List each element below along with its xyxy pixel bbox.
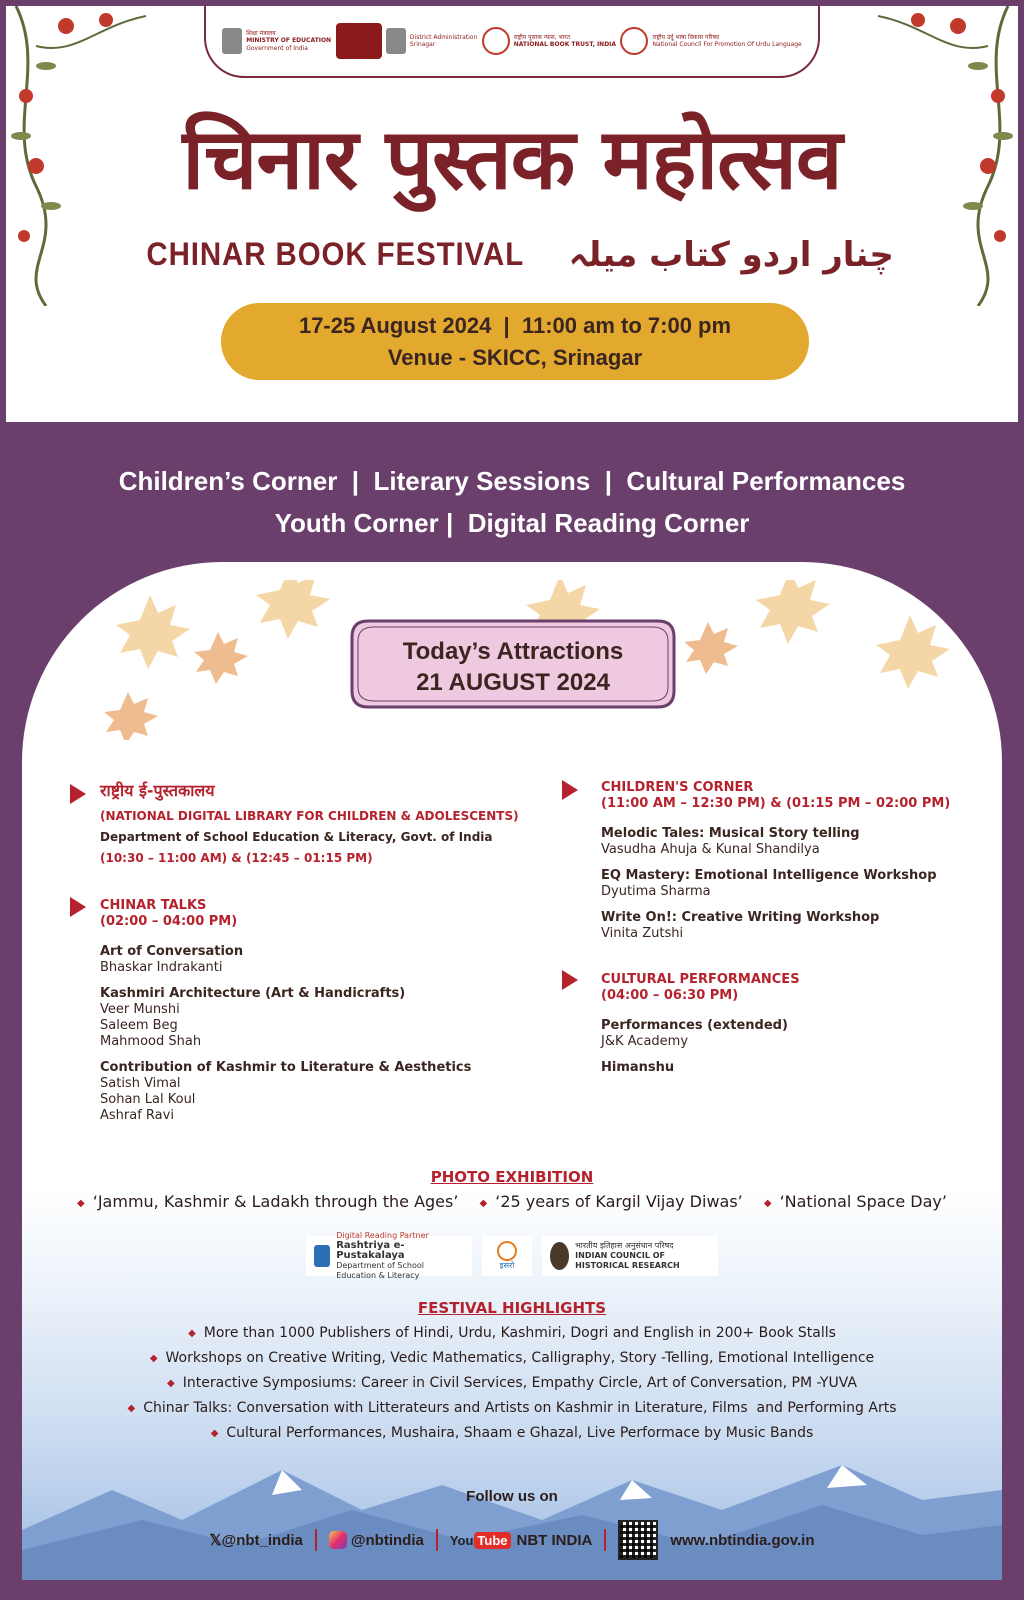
arrow-icon [562,970,578,990]
diamond-bullet-icon: ◆ [763,1198,772,1209]
open-book-icon [336,23,382,59]
date-line: 17-25 August 2024 | 11:00 am to 7:00 pm [298,313,732,338]
youtube-link[interactable]: You Tube NBT INDIA [449,1531,593,1549]
today-attractions [348,636,678,698]
diamond-bullet-icon: ◆ [188,1328,196,1339]
cultural-item: Performances (extended) J&K Academy [601,1018,788,1049]
cultural-item: Himanshu [601,1060,675,1075]
divider [604,1529,606,1551]
talk-item: Contribution of Kashmir to Literature & Aesthetics Satish Vimal Sohan Lal Koul Ashraf Ravi [100,1060,472,1123]
instagram-link[interactable]: @nbtindia [329,1531,424,1549]
talks-title: CHINAR TALKS [100,898,207,913]
arrow-icon [70,897,86,917]
district-administration-logo: District Administration Srinagar [386,28,477,54]
talk-item: Art of Conversation Bhaskar Indrakanti [100,944,244,975]
english-title: CHINAR BOOK FESTIVAL [146,236,525,272]
today-title: Today’s Attractions [402,638,624,665]
venue-line: Venue - SKICC, Srinagar [387,345,643,370]
list-item: ◆ Chinar Talks: Conversation with Litterateurs and Artists on Kashmir in Literature, Films and Performing Arts [127,1400,897,1416]
arrow-icon [562,780,578,800]
children-item: Melodic Tales: Musical Story telling Vasudha Ahuja & Kunal Shandilya [601,826,860,857]
highlights-title: FESTIVAL HIGHLIGHTS [417,1299,607,1317]
social-links [0,1520,1024,1560]
diamond-bullet-icon: ◆ [77,1198,85,1209]
ndl-section [100,780,540,866]
children-time: (11:00 AM – 12:30 PM) & (01:15 PM – 02:00 PM) [601,796,951,811]
list-item: ◆ Cultural Performances, Mushaira, Shaam e Ghazal, Live Performace by Music Bands [210,1425,814,1441]
photo-exhibition [0,1168,1024,1211]
ndl-title: राष्ट्रीय ई-पुस्तकालय [100,781,215,800]
mountains-icon [22,1450,1002,1580]
urdu-title: چنار اردو کتاب میلہ [568,235,894,275]
hindi-title: चिनार पुस्तक महोत्सव [182,110,842,208]
website-link[interactable]: www.nbtindia.gov.in [670,1531,815,1549]
book-icon [314,1245,330,1267]
photo-title: PHOTO EXHIBITION [430,1168,594,1186]
nbt-tree-icon [482,27,510,55]
corners-list [0,460,1024,544]
instagram-icon [329,1531,347,1549]
corners-line-2: Youth Corner | Digital Reading Corner [274,508,750,538]
x-link[interactable]: 𝕏@nbt_india [209,1532,303,1549]
national-emblem-icon [386,28,406,54]
arrow-icon [70,784,86,804]
diamond-bullet-icon: ◆ [210,1428,219,1439]
divider [315,1529,317,1551]
talk-item: Kashmiri Architecture (Art & Handicrafts) Veer Munshi Saleem Beg Mahmood Shah [100,986,406,1049]
isro-logo: इसरो [482,1236,532,1276]
chinar-logo [336,23,382,59]
ncpul-seal-icon [620,27,648,55]
ministry-of-education-logo: शिक्षा मंत्रालय MINISTRY OF EDUCATION Government of India [222,28,331,54]
childrens-corner-section [601,780,1001,942]
cultural-performances-section [601,972,1001,1076]
national-emblem-icon [222,28,242,54]
children-title: CHILDREN'S CORNER [601,780,754,795]
qr-code-icon [618,1520,658,1560]
highlights-list [0,1321,1024,1446]
diamond-bullet-icon: ◆ [479,1198,488,1209]
list-item: ◆ Interactive Symposiums: Career in Civil Services, Empathy Circle, Art of Conversation, PM -YUVA [167,1375,857,1391]
ndl-subtitle: (NATIONAL DIGITAL LIBRARY FOR CHILDREN & ADOLESCENTS) [100,809,519,823]
rashtriya-e-pustakalaya-logo: Digital Reading Partner Rashtriya e-Pustakalaya Department of School Education & Literacy [306,1236,472,1276]
logo-strip [204,6,820,78]
header-section [6,6,1018,422]
today-date: 21 AUGUST 2024 [416,669,610,696]
diamond-bullet-icon: ◆ [127,1403,136,1414]
diamond-bullet-icon: ◆ [149,1353,158,1364]
ncpul-logo: राष्ट्रीय उर्दू भाषा विकास परिषद National Council For Promotion Of Urdu Language [620,27,801,55]
ndl-time: (10:30 – 11:00 AM) & (12:45 – 01:15 PM) [100,851,373,865]
title-row [6,234,1018,275]
ichr-logo: भारतीय इतिहास अनुसंधान परिषद INDIAN COUNCIL OF HISTORICAL RESEARCH [542,1236,718,1276]
children-item: EQ Mastery: Emotional Intelligence Workshop Dyutima Sharma [601,868,937,899]
follow-us-label: Follow us on [466,1488,558,1505]
photo-items: ◆ ‘Jammu, Kashmir & Ladakh through the Ages’ ◆ ‘25 years of Kargil Vijay Diwas’ ◆ ‘National Space Day’ [77,1192,947,1211]
divider [436,1529,438,1551]
ndl-dept: Department of School Education & Literacy, Govt. of India [100,830,493,844]
nbt-logo: राष्ट्रीय पुस्तक न्यास, भारत NATIONAL BOOK TRUST, INDIA [482,27,616,55]
isro-emblem-icon [497,1241,517,1261]
cultural-time: (04:00 – 06:30 PM) [601,988,739,1003]
diamond-bullet-icon: ◆ [167,1378,175,1389]
talks-time: (02:00 – 04:00 PM) [100,914,238,929]
corners-line-1: Children’s Corner | Literary Sessions | Cultural Performances [118,466,906,496]
list-item: ◆ More than 1000 Publishers of Hindi, Urdu, Kashmiri, Dogri and English in 200+ Book Stalls [188,1325,836,1341]
date-venue-pill [221,303,809,380]
festival-highlights [0,1299,1024,1446]
partner-logos [0,1231,1024,1280]
youtube-icon: You Tube [450,1532,511,1549]
ichr-seal-icon [550,1242,569,1270]
children-item: Write On!: Creative Writing Workshop Vinita Zutshi [601,910,880,941]
list-item: ◆ Workshops on Creative Writing, Vedic Mathematics, Calligraphy, Story -Telling, Emotional Intelligence [149,1350,875,1366]
cultural-title: CULTURAL PERFORMANCES [601,972,800,987]
chinar-talks-section [100,898,540,1124]
x-icon: 𝕏 [209,1532,222,1549]
